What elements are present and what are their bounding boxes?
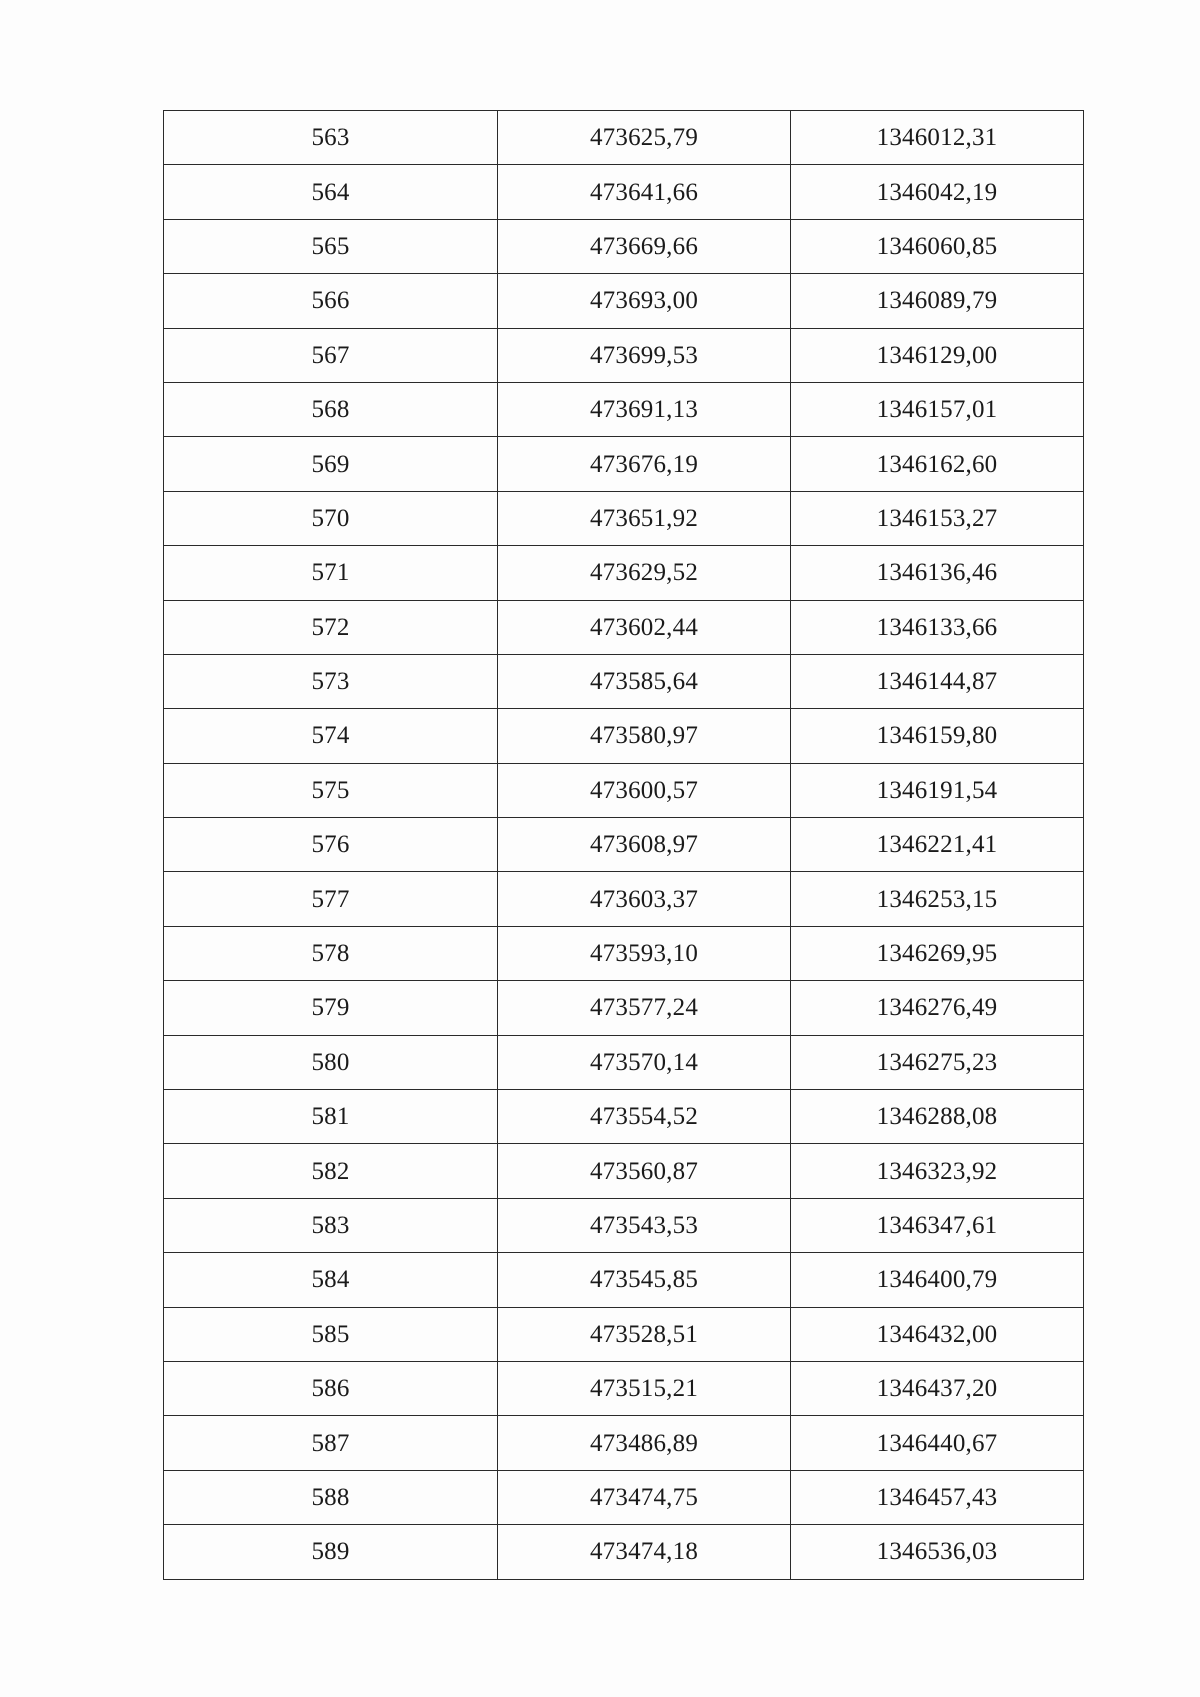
point-number-cell: 583 [164,1198,498,1252]
x-coordinate-cell: 473577,24 [498,981,791,1035]
x-coordinate-cell: 473691,13 [498,382,791,436]
y-coordinate-cell: 1346153,27 [791,491,1084,545]
x-coordinate-cell: 473570,14 [498,1035,791,1089]
y-coordinate-cell: 1346536,03 [791,1525,1084,1579]
point-number-cell: 566 [164,274,498,328]
table-row [164,1198,1084,1252]
table-row [164,111,1084,165]
table-row [164,274,1084,328]
table-row [164,981,1084,1035]
x-coordinate-cell: 473593,10 [498,926,791,980]
x-coordinate-cell: 473560,87 [498,1144,791,1198]
x-coordinate-cell: 473474,18 [498,1525,791,1579]
y-coordinate-cell: 1346400,79 [791,1253,1084,1307]
x-coordinate-cell: 473608,97 [498,818,791,872]
y-coordinate-cell: 1346012,31 [791,111,1084,165]
point-number-cell: 569 [164,437,498,491]
point-number-cell: 568 [164,382,498,436]
point-number-cell: 584 [164,1253,498,1307]
table-row [164,872,1084,926]
x-coordinate-cell: 473669,66 [498,219,791,273]
x-coordinate-cell: 473641,66 [498,165,791,219]
table-row [164,1253,1084,1307]
table-row [164,600,1084,654]
table-row [164,1525,1084,1579]
point-number-cell: 589 [164,1525,498,1579]
table-row [164,926,1084,980]
y-coordinate-cell: 1346347,61 [791,1198,1084,1252]
point-number-cell: 575 [164,763,498,817]
coordinates-table [163,110,1084,1580]
table-row [164,1090,1084,1144]
y-coordinate-cell: 1346269,95 [791,926,1084,980]
table-row [164,165,1084,219]
table-row [164,709,1084,763]
point-number-cell: 582 [164,1144,498,1198]
y-coordinate-cell: 1346136,46 [791,546,1084,600]
point-number-cell: 564 [164,165,498,219]
table-row [164,437,1084,491]
y-coordinate-cell: 1346191,54 [791,763,1084,817]
table-row [164,219,1084,273]
x-coordinate-cell: 473543,53 [498,1198,791,1252]
point-number-cell: 570 [164,491,498,545]
point-number-cell: 586 [164,1361,498,1415]
table-row [164,1416,1084,1470]
point-number-cell: 576 [164,818,498,872]
table-row [164,1361,1084,1415]
point-number-cell: 574 [164,709,498,763]
x-coordinate-cell: 473693,00 [498,274,791,328]
y-coordinate-cell: 1346432,00 [791,1307,1084,1361]
x-coordinate-cell: 473699,53 [498,328,791,382]
point-number-cell: 565 [164,219,498,273]
point-number-cell: 572 [164,600,498,654]
y-coordinate-cell: 1346323,92 [791,1144,1084,1198]
y-coordinate-cell: 1346162,60 [791,437,1084,491]
y-coordinate-cell: 1346275,23 [791,1035,1084,1089]
table-row [164,654,1084,708]
y-coordinate-cell: 1346437,20 [791,1361,1084,1415]
coordinates-table-body [164,111,1084,1580]
x-coordinate-cell: 473676,19 [498,437,791,491]
y-coordinate-cell: 1346042,19 [791,165,1084,219]
point-number-cell: 587 [164,1416,498,1470]
table-row [164,818,1084,872]
x-coordinate-cell: 473629,52 [498,546,791,600]
table-row [164,1144,1084,1198]
y-coordinate-cell: 1346457,43 [791,1470,1084,1524]
x-coordinate-cell: 473602,44 [498,600,791,654]
point-number-cell: 563 [164,111,498,165]
point-number-cell: 578 [164,926,498,980]
table-row [164,382,1084,436]
point-number-cell: 580 [164,1035,498,1089]
x-coordinate-cell: 473474,75 [498,1470,791,1524]
point-number-cell: 581 [164,1090,498,1144]
x-coordinate-cell: 473603,37 [498,872,791,926]
y-coordinate-cell: 1346133,66 [791,600,1084,654]
point-number-cell: 577 [164,872,498,926]
table-row [164,491,1084,545]
point-number-cell: 573 [164,654,498,708]
y-coordinate-cell: 1346253,15 [791,872,1084,926]
y-coordinate-cell: 1346440,67 [791,1416,1084,1470]
x-coordinate-cell: 473515,21 [498,1361,791,1415]
y-coordinate-cell: 1346157,01 [791,382,1084,436]
table-row [164,763,1084,817]
table-row [164,1035,1084,1089]
point-number-cell: 571 [164,546,498,600]
table-row [164,546,1084,600]
y-coordinate-cell: 1346159,80 [791,709,1084,763]
x-coordinate-cell: 473580,97 [498,709,791,763]
x-coordinate-cell: 473585,64 [498,654,791,708]
point-number-cell: 585 [164,1307,498,1361]
table-row [164,1470,1084,1524]
point-number-cell: 588 [164,1470,498,1524]
x-coordinate-cell: 473651,92 [498,491,791,545]
x-coordinate-cell: 473625,79 [498,111,791,165]
point-number-cell: 567 [164,328,498,382]
y-coordinate-cell: 1346144,87 [791,654,1084,708]
y-coordinate-cell: 1346288,08 [791,1090,1084,1144]
y-coordinate-cell: 1346060,85 [791,219,1084,273]
x-coordinate-cell: 473486,89 [498,1416,791,1470]
point-number-cell: 579 [164,981,498,1035]
table-row [164,1307,1084,1361]
y-coordinate-cell: 1346221,41 [791,818,1084,872]
x-coordinate-cell: 473600,57 [498,763,791,817]
x-coordinate-cell: 473554,52 [498,1090,791,1144]
y-coordinate-cell: 1346129,00 [791,328,1084,382]
y-coordinate-cell: 1346276,49 [791,981,1084,1035]
y-coordinate-cell: 1346089,79 [791,274,1084,328]
x-coordinate-cell: 473545,85 [498,1253,791,1307]
table-row [164,328,1084,382]
x-coordinate-cell: 473528,51 [498,1307,791,1361]
